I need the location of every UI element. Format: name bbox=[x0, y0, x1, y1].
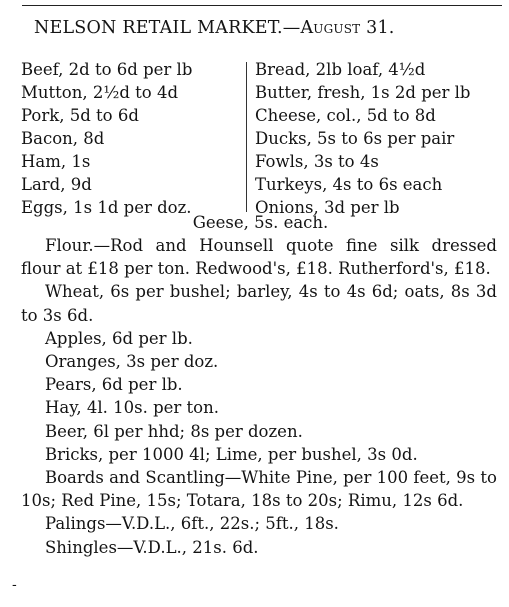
market-title: NELSON RETAIL MARKET.— bbox=[34, 18, 301, 38]
list-item: Fowls, 3s to 4s bbox=[255, 152, 379, 171]
list-item: Ducks, 5s to 6s per pair bbox=[255, 129, 455, 148]
list-item: Turkeys, 4s to 6s each bbox=[255, 175, 443, 194]
geese-line: Geese, 5s. each. bbox=[192, 213, 329, 232]
list-item: Mutton, 2½d to 4d bbox=[21, 83, 178, 102]
shingles-line: Shingles—V.D.L., 21s. 6d. bbox=[45, 537, 259, 557]
price-list-right bbox=[255, 58, 505, 219]
market-date: August 31. bbox=[300, 18, 395, 38]
list-item: Beef, 2d to 6d per lb bbox=[21, 60, 193, 79]
bricks-line: Bricks, per 1000 4l; Lime, per bushel, 3s 0d. bbox=[45, 444, 418, 464]
boards-paragraph: Boards and Scantling—White Pine, per 100 feet, 9s to 10s; Red Pine, 15s; Totara, 18s to 20s; Rimu, 12s 6d. bbox=[21, 468, 497, 511]
list-item: Bread, 2lb loaf, 4½d bbox=[255, 60, 426, 79]
list-item: Lard, 9d bbox=[21, 175, 92, 194]
list-item: Onions, 3d per lb bbox=[255, 198, 400, 217]
top-rule bbox=[22, 5, 502, 6]
list-item: Eggs, 1s 1d per doz. bbox=[21, 198, 192, 217]
palings-line: Palings—V.D.L., 6ft., 22s.; 5ft., 18s. bbox=[45, 514, 339, 534]
column-divider bbox=[246, 62, 247, 212]
page-title bbox=[34, 18, 494, 38]
flour-paragraph: Flour.—Rod and Hounsell quote fine silk dressed flour at £18 per ton. Redwood's, £18. Rutherford's, £18. bbox=[21, 236, 497, 279]
price-list-left bbox=[21, 58, 241, 219]
hay-line: Hay, 4l. 10s. per ton. bbox=[45, 398, 219, 418]
article-body bbox=[21, 234, 497, 559]
apples-line: Apples, 6d per lb. bbox=[45, 328, 193, 348]
beer-line: Beer, 6l per hhd; 8s per dozen. bbox=[45, 421, 303, 441]
list-item: Ham, 1s bbox=[21, 152, 91, 171]
oranges-line: Oranges, 3s per doz. bbox=[45, 352, 219, 372]
pears-line: Pears, 6d per lb. bbox=[45, 375, 183, 395]
margin-mark: - bbox=[12, 577, 17, 593]
list-item: Bacon, 8d bbox=[21, 129, 105, 148]
list-item: Pork, 5d to 6d bbox=[21, 106, 139, 125]
list-item: Butter, fresh, 1s 2d per lb bbox=[255, 83, 471, 102]
list-item: Cheese, col., 5d to 8d bbox=[255, 106, 436, 125]
wheat-paragraph: Wheat, 6s per bushel; barley, 4s to 4s 6d; oats, 8s 3d to 3s 6d. bbox=[21, 282, 497, 325]
